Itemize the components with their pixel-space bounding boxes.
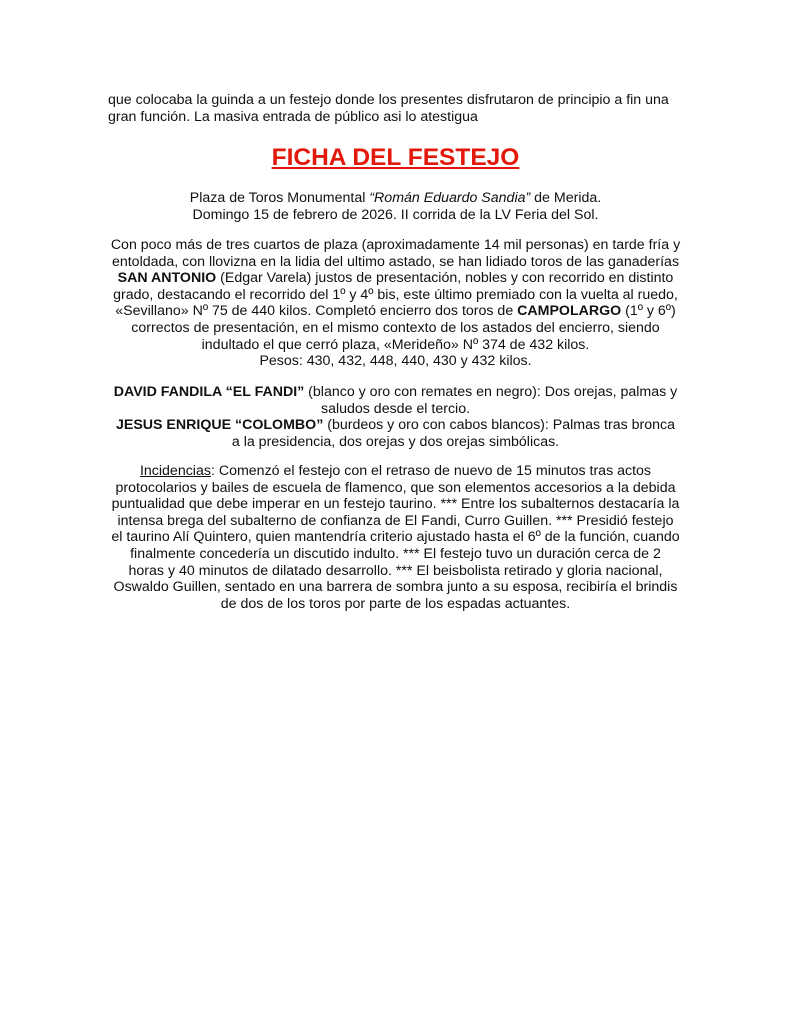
intro-line: que colocaba la guinda a un festejo donde los presentes disfrutaron de principio a fin una xyxy=(108,92,669,108)
incid-line: Oswaldo Guillen, sentado en una barrera de sombra junto a su esposa, recibiría el brindis xyxy=(113,579,678,596)
torero-line: a la presidencia, dos orejas y dos orejas simbólicas. xyxy=(231,433,560,450)
incid-line: de dos de los toros por parte de los espadas actuantes. xyxy=(220,595,571,612)
ganaderia-name: CAMPOLARGO xyxy=(517,303,622,320)
venue-info xyxy=(108,190,683,223)
torero-results xyxy=(108,384,683,450)
ganaderia-name: SAN ANTONIO xyxy=(117,270,217,287)
incidencias-paragraph xyxy=(108,463,683,612)
weights-line: Pesos: 430, 432, 448, 440, 430 y 432 kilos. xyxy=(259,353,532,370)
torero-result: (burdeos y oro con cabos blancos): Palmas tras bronca xyxy=(323,417,676,434)
venue-suffix: de Merida. xyxy=(530,190,602,206)
torero-name: DAVID FANDILA “EL FANDI” xyxy=(113,384,305,400)
torero-line xyxy=(108,417,683,434)
desc-line: correctos de presentación, en el mismo contexto de los astados del encierro, siendo xyxy=(131,319,660,336)
desc-line xyxy=(108,270,683,287)
torero-result: (blanco y oro con remates en negro): Dos orejas, palmas y xyxy=(304,384,678,400)
incid-line: finalmente concedería un discutido indulto. *** El festejo tuvo un duración cerca de 2 xyxy=(130,545,661,562)
intro-line: gran función. La masiva entrada de público asi lo atestigua xyxy=(108,108,478,125)
desc-line: entoldada, con llovizna en la lidia del ultimo astado, se han lidiado toros de las ganaderías xyxy=(111,253,680,270)
desc-text: «Sevillano» Nº 75 de 440 kilos. Completó encierro dos toros de xyxy=(115,303,518,320)
intro-paragraph xyxy=(108,92,683,125)
incid-line: horas y 40 minutos de dilatado desarrollo. *** El beisbolista retirado y gloria nacional, xyxy=(128,562,663,579)
desc-line: Con poco más de tres cuartos de plaza (aproximadamente 14 mil personas) en tarde fría y xyxy=(110,237,681,253)
incid-line xyxy=(108,463,683,480)
event-date: Domingo 15 de febrero de 2026. II corrida de la LV Feria del Sol. xyxy=(192,206,599,223)
venue-name: “Román Eduardo Sandia” xyxy=(369,190,531,206)
bull-description xyxy=(108,237,683,370)
incid-line: intensa brega del subalterno de confianza de El Fandi, Curro Guillen. *** Presidió festejo xyxy=(117,512,674,529)
incid-line: protocolarios y bailes de escuela de flamenco, que son elementos accesorios a la debida xyxy=(115,479,676,496)
desc-line: indultado el que cerró plaza, «Merideño» Nº 374 de 432 kilos. xyxy=(201,336,590,353)
desc-text: (1º y 6º) xyxy=(621,303,676,320)
incid-text: : Comenzó el festejo con el retraso de nuevo de 15 minutos tras actos xyxy=(210,463,652,479)
incid-line: puntualidad que debe imperar en un festejo taurino. *** Entre los subalternos destacaría la xyxy=(111,496,680,513)
desc-line: grado, destacando el recorrido del 1º y 4º bis, este último premiado con la vuelta al ruedo, xyxy=(113,286,678,303)
torero-line: saludos desde el tercio. xyxy=(320,400,471,417)
torero-line xyxy=(108,384,683,401)
venue-line xyxy=(108,190,683,207)
incidencias-label: Incidencias xyxy=(139,463,211,479)
torero-name: JESUS ENRIQUE “COLOMBO” xyxy=(115,417,324,434)
desc-line xyxy=(108,303,683,320)
desc-text: (Edgar Varela) justos de presentación, nobles y con recorrido en distinto xyxy=(216,270,674,287)
section-title: FICHA DEL FESTEJO xyxy=(271,144,520,171)
venue-prefix: Plaza de Toros Monumental xyxy=(189,190,370,206)
incid-line: el taurino Alí Quintero, quien mantendría criterio ajustado hasta el 6º de la función, cuando xyxy=(111,529,680,546)
